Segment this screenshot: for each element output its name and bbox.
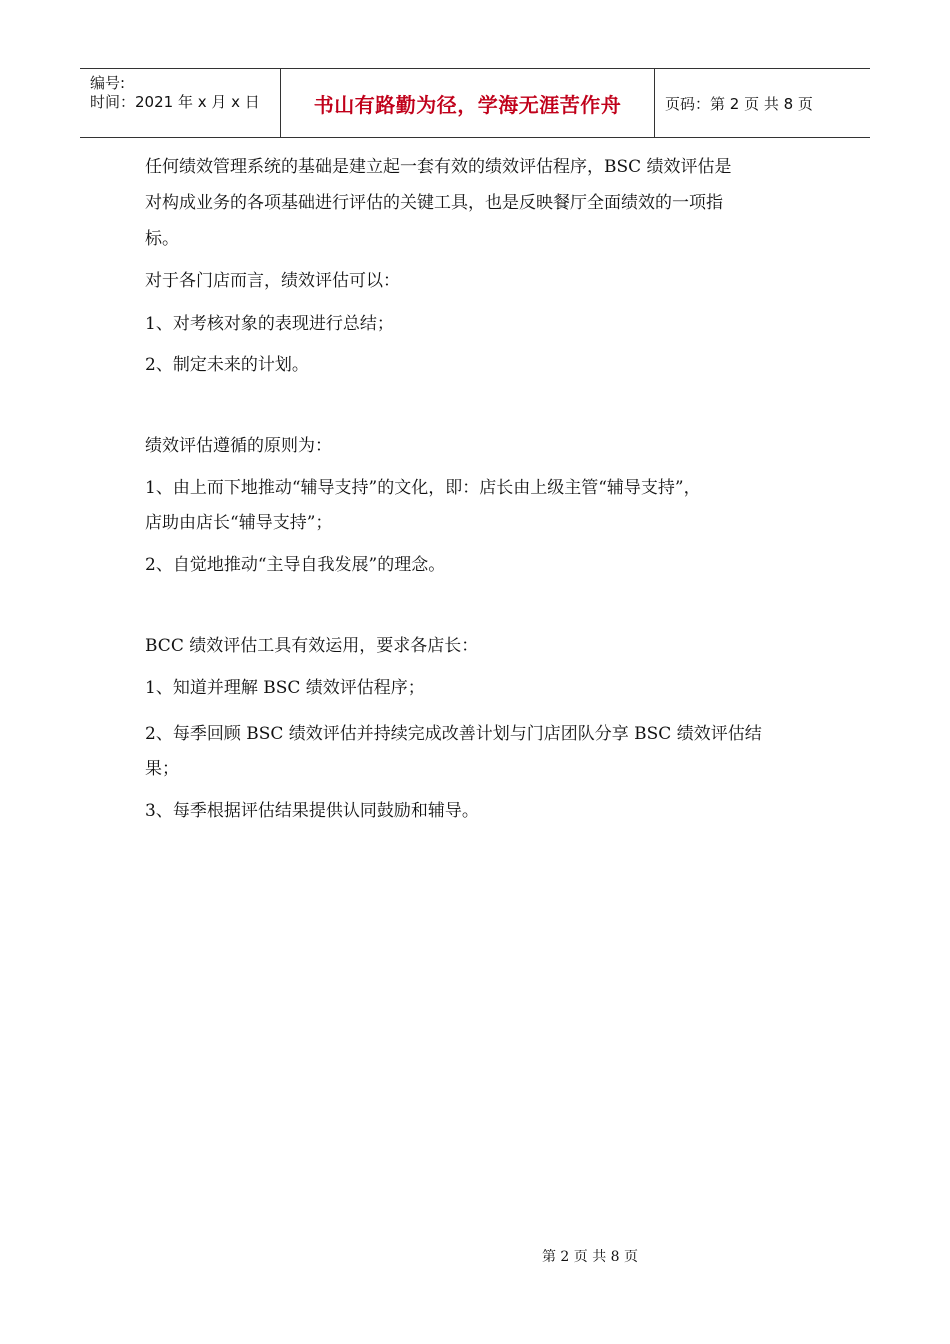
body-line: 3、每季根据评估结果提供认同鼓励和辅导。 — [145, 801, 479, 821]
body-line: 标。 — [145, 229, 179, 249]
document-number-label: 编号: — [90, 74, 126, 92]
body-line: 绩效评估遵循的原则为： — [145, 436, 332, 456]
body-line: 2、自觉地推动“主导自我发展”的理念。 — [145, 555, 446, 575]
header-motto-cell — [280, 69, 655, 137]
body-line: 2、每季回顾 BSC 绩效评估并持续完成改善计划与门店团队分享 BSC 绩效评估结 — [145, 724, 762, 744]
body-line: 1、对考核对象的表现进行总结； — [145, 314, 394, 334]
body-line: BCC 绩效评估工具有效运用，要求各店长： — [145, 636, 479, 656]
body-line: 任何绩效管理系统的基础是建立起一套有效的绩效评估程序，BSC 绩效评估是 — [145, 157, 732, 177]
document-date-label: 时间：2021 年 x 月 x 日 — [90, 93, 260, 111]
header-motto: 书山有路勤为径，学海无涯苦作舟 — [313, 92, 622, 117]
body-line: 2、制定未来的计划。 — [145, 355, 309, 375]
page-header — [80, 68, 870, 138]
header-page-info: 页码：第 2 页 共 8 页 — [665, 94, 813, 113]
body-line: 店助由店长“辅导支持”； — [145, 513, 333, 533]
header-page-info-cell — [655, 69, 870, 137]
body-line: 1、知道并理解 BSC 绩效评估程序； — [145, 678, 425, 698]
body-line: 1、由上而下地推动“辅导支持”的文化，即：店长由上级主管“辅导支持”， — [145, 478, 701, 498]
body-line: 果； — [145, 759, 179, 779]
header-meta — [80, 69, 280, 137]
body-line: 对于各门店而言，绩效评估可以： — [145, 271, 400, 291]
footer-page-number: 第 2 页 共 8 页 — [541, 1249, 639, 1265]
body-line: 对构成业务的各项基础进行评估的关键工具，也是反映餐厅全面绩效的一项指 — [145, 193, 723, 213]
page-footer — [0, 1246, 950, 1266]
